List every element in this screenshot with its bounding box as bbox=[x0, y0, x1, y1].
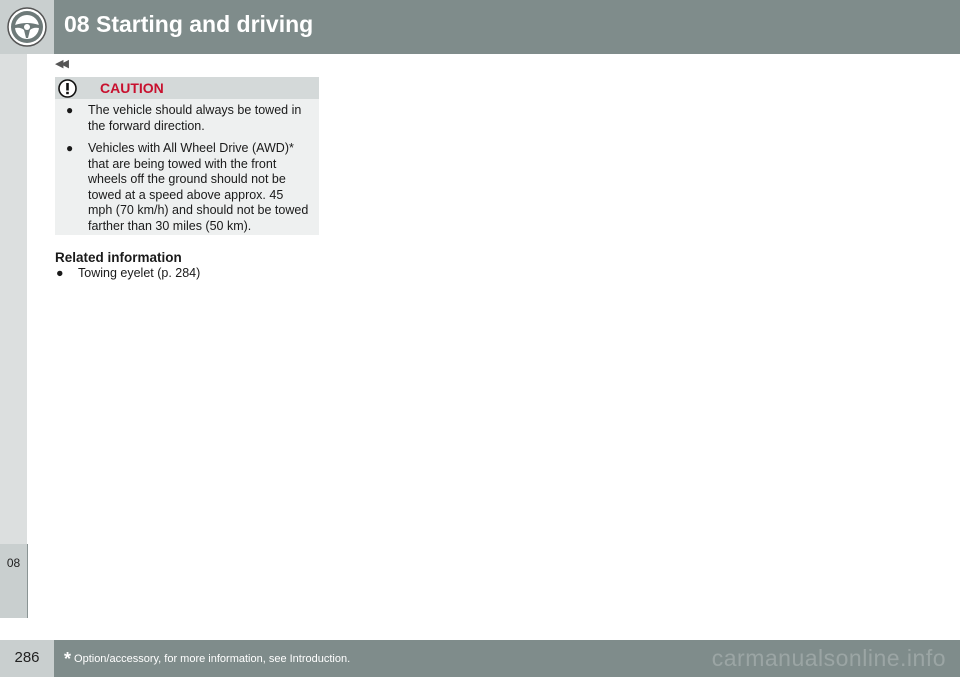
exclamation-icon bbox=[58, 79, 77, 98]
footer-note bbox=[64, 649, 350, 670]
chapter-tab[interactable] bbox=[0, 544, 28, 618]
page-number: 286 bbox=[14, 649, 40, 666]
caution-header bbox=[55, 77, 319, 99]
related-list bbox=[55, 266, 315, 281]
footer-page-box bbox=[0, 640, 54, 677]
continued-marker[interactable]: ◀◀ bbox=[55, 58, 66, 70]
footer-note-text: Option/accessory, for more information, see Introduction. bbox=[74, 653, 351, 665]
caution-box bbox=[55, 77, 319, 235]
list-item bbox=[65, 103, 311, 134]
list-item bbox=[65, 141, 311, 234]
bullet-icon: ● bbox=[56, 266, 64, 280]
caution-list bbox=[65, 103, 311, 241]
bullet-icon: ● bbox=[66, 141, 74, 155]
chapter-tab-label: 08 bbox=[6, 556, 21, 570]
related-link[interactable]: Towing eyelet (p. 284) bbox=[78, 266, 201, 280]
caution-item-text: Vehicles with All Wheel Drive (AWD)* that are being towed with the front wheels off the ground should not be towed at a speed above approx. 45 mph (70 km/h) and should not be towed farther than 30 miles (50 km). bbox=[88, 141, 309, 233]
sidebar-strip bbox=[0, 54, 27, 618]
list-item[interactable] bbox=[55, 266, 315, 281]
chapter-title: 08 Starting and driving bbox=[64, 11, 314, 37]
watermark: carmanualsonline.info bbox=[711, 645, 946, 671]
steering-wheel-icon bbox=[6, 6, 48, 48]
caution-item-text: The vehicle should always be towed in the forward direction. bbox=[88, 103, 302, 133]
chapter-header bbox=[0, 0, 960, 54]
related-heading: Related information bbox=[55, 250, 182, 265]
caution-title: CAUTION bbox=[100, 80, 164, 96]
asterisk-icon: * bbox=[64, 649, 72, 669]
chapter-icon-box bbox=[0, 0, 54, 54]
bullet-icon: ● bbox=[66, 103, 74, 117]
